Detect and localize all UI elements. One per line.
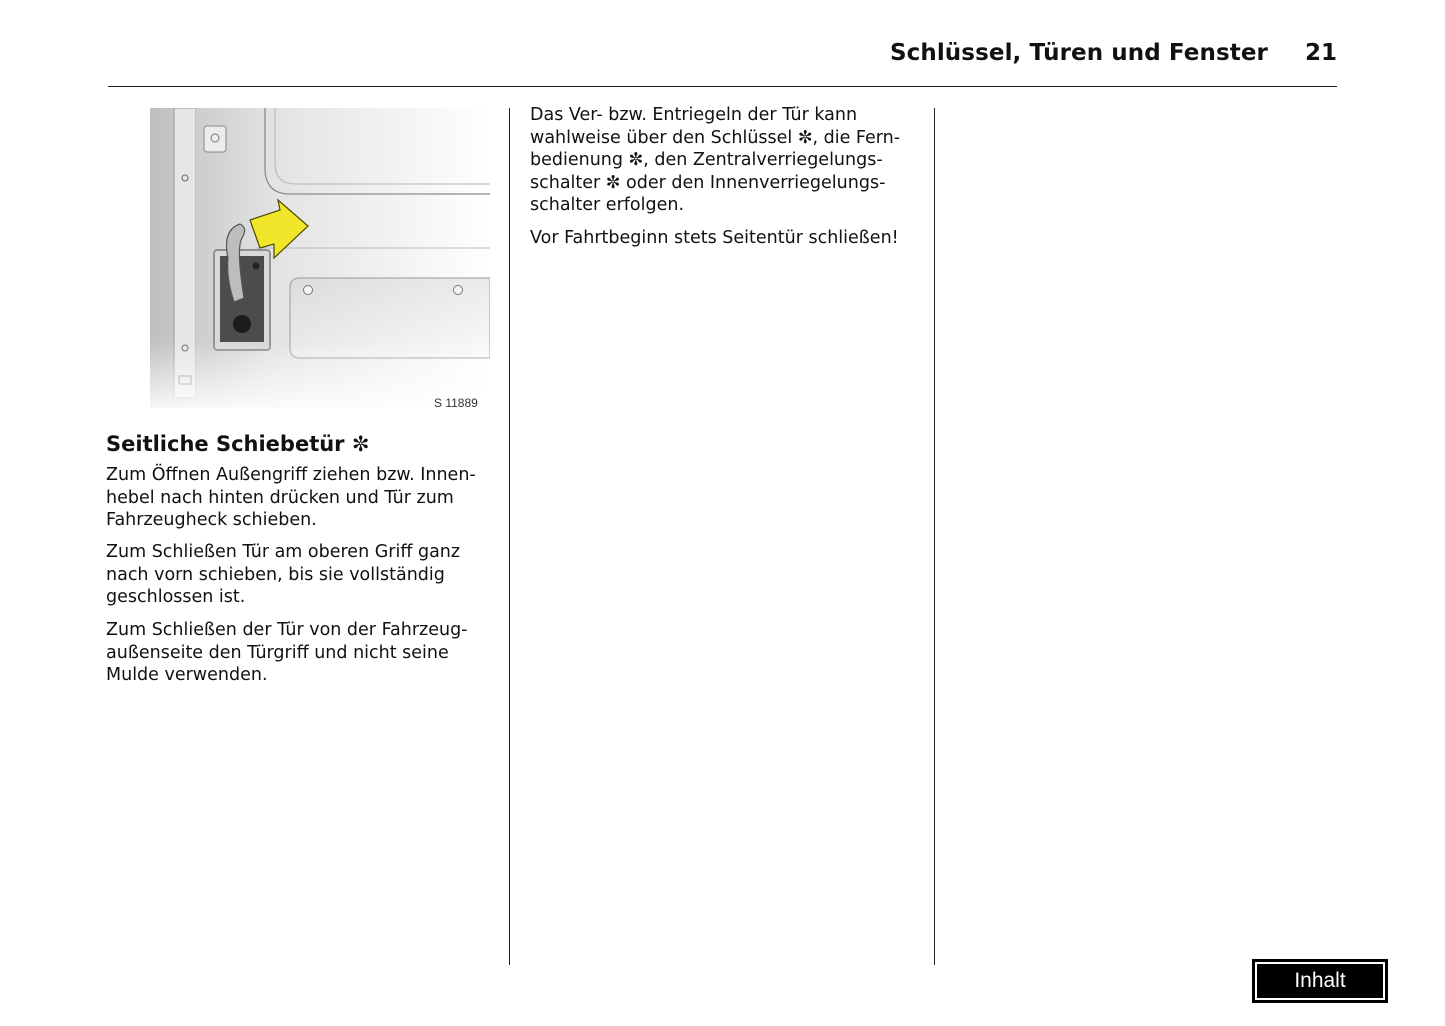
- paragraph-opening: Zum Öffnen Außengriff ziehen bzw. Innen- hebel nach hinten drücken und Tür zum Fahrzeugheck schieben.: [106, 465, 476, 530]
- column-divider-left: [509, 108, 510, 965]
- header-rule: [108, 86, 1337, 87]
- page-number: 21: [1304, 40, 1337, 66]
- figure-code: S 11889: [434, 396, 478, 410]
- section-heading: Seitliche Schiebetür ✼: [106, 432, 370, 456]
- paragraph-closing: Zum Schließen Tür am oberen Griff ganz nach vorn schieben, bis sie vollständig geschlossen ist.: [106, 542, 461, 607]
- paragraph-locking: Das Ver- bzw. Entriegeln der Tür kann wahlweise über den Schlüssel ✼, die Fern- bedienung ✼, den Zentralverriegelungs- schalter ✼ oder den Innenverriegelungs- schalter erfolgen.: [530, 105, 901, 215]
- column-divider-right: [934, 108, 935, 965]
- inhalt-button[interactable]: Inhalt: [1252, 959, 1388, 1003]
- page-header-title: Schlüssel, Türen und Fenster: [889, 40, 1268, 66]
- sliding-door-illustration: [150, 108, 490, 418]
- paragraph-outside-handle: Zum Schließen der Tür von der Fahrzeug- außenseite den Türgriff und nicht seine Mulde verwenden.: [106, 620, 468, 685]
- paragraph-warning: Vor Fahrtbeginn stets Seitentür schließen!: [530, 228, 899, 248]
